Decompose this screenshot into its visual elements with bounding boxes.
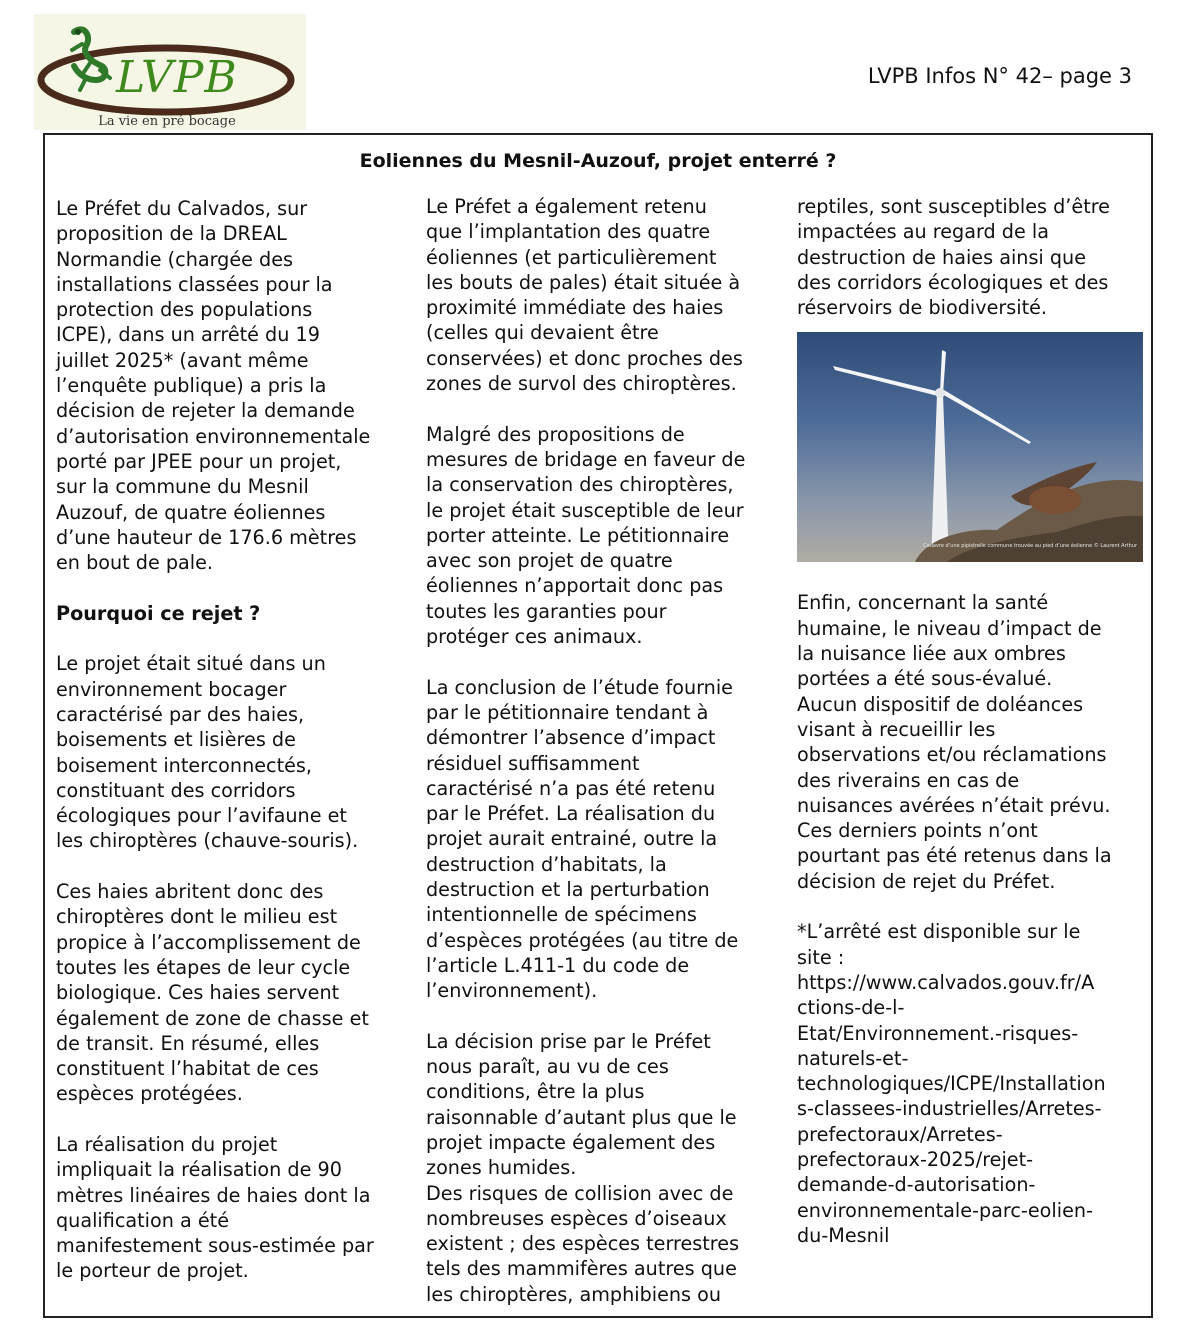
paragraph: Enfin, concernant la santé humaine, le niveau d’impact de la nuisance liée aux ombres portées a été sous-évalué. Aucun dispositif de doléances visant à recueillir les observations et/ou réclamations des riverains en cas de nuisances avérées n’était prévu. Ces derniers points n’ont pourtant pas été retenus dans la décision de rejet du Préfet. xyxy=(797,591,1112,893)
section-heading: Pourquoi ce rejet ? xyxy=(56,601,261,625)
photo-caption: Cadavre d’une pipistrelle commune trouvée au pied d’une éolienne © Laurent Arthur xyxy=(923,543,1137,550)
paragraph: La conclusion de l’étude fournie par le pétitionnaire tendant à démontrer l’absence d’impact résiduel suffisamment caractérisé n’a pas été retenu par le Préfet. La réalisation du projet aurait entrainé, outre la destruction d’habitats, la destruction et la perturbation intentionnelle de spécimens d’espèces protégées (au titre de l’article L.411-1 du code de l’environnement). xyxy=(426,675,739,1003)
article-title: Eoliennes du Mesnil-Auzouf, projet enterré ? xyxy=(359,150,837,172)
paragraph: La réalisation du projet impliquait la réalisation de 90 mètres linéaires de haies dont la qualification a été manifestement sous-estimée par le porteur de projet. xyxy=(56,1132,374,1283)
logo-text: LVPB xyxy=(116,52,238,103)
paragraph: Des risques de collision avec de nombreuses espèces d’oiseaux existent ; des espèces terrestres tels des mammifères autres que les chiroptères, amphibiens ou xyxy=(426,1181,740,1306)
logo-tagline: La vie en pré bocage xyxy=(98,114,236,129)
paragraph: Le Préfet du Calvados, sur proposition de la DREAL Normandie (chargée des installations classées pour la protection des populations ICPE), dans un arrêté du 19 juillet 2025* (avant même l’enquête publique) a pris la décision de rejeter la demande d’autorisation environnementale porté par JPEE pour un projet, sur la commune du Mesnil Auzouf, de quatre éoliennes d’une hauteur de 176.6 mètres en bout de pale. xyxy=(56,197,371,575)
issue-header: LVPB Infos N° 42– page 3 xyxy=(867,64,1132,88)
column-3 xyxy=(797,194,1147,1274)
paragraph: Le projet était situé dans un environnement bocager caractérisé par des haies, boisements et lisières de boisement interconnectés, constituant des corridors écologiques pour l’avifaune et les chiroptères (chauve-souris). xyxy=(56,652,359,853)
paragraph: *L’arrêté est disponible sur le site : https://www.calvados.gouv.fr/A ctions-de-l- Etat/Environnement.-risques- naturels-et- technologiques/ICPE/Installation s-classees-industrielles/Arretes- prefectoraux/Arretes- prefectoraux-2025/rejet- demande-d-autorisation- environnementale-parc-eolien- du-Mesnil xyxy=(797,920,1106,1247)
column-1 xyxy=(56,196,416,1309)
paragraph: Le Préfet a également retenu que l’implantation des quatre éoliennes (et particulièrement les bouts de pales) était située à proximité immédiate des haies (celles qui devaient être conservées) et donc proches des zones de survol des chiroptères. xyxy=(426,195,743,396)
paragraph: reptiles, sont susceptibles d’être impactées au regard de la destruction de haies ainsi que des corridors écologiques et des réservoirs de biodiversité. xyxy=(797,195,1110,320)
lvpb-logo xyxy=(34,14,306,130)
column-2 xyxy=(426,194,786,1332)
paragraph: Malgré des propositions de mesures de bridage en faveur de la conservation des chiroptères, le projet était susceptible de leur porter atteinte. Le pétitionnaire avec son projet de quatre éoliennes n’apportait donc pas toutes les garanties pour protéger ces animaux. xyxy=(426,422,746,649)
wind-turbine-bat-photo xyxy=(797,332,1143,562)
paragraph: La décision prise par le Préfet nous paraît, au vu de ces conditions, être la plus raisonnable d’autant plus que le projet impacte également des zones humides. xyxy=(426,1029,737,1180)
paragraph: Ces haies abritent donc des chiroptères dont le milieu est propice à l’accomplissement de toutes les étapes de leur cycle biologique. Ces haies servent également de zone de chasse et de transit. En résumé, elles constituent l’habitat de ces espèces protégées. xyxy=(56,880,369,1106)
